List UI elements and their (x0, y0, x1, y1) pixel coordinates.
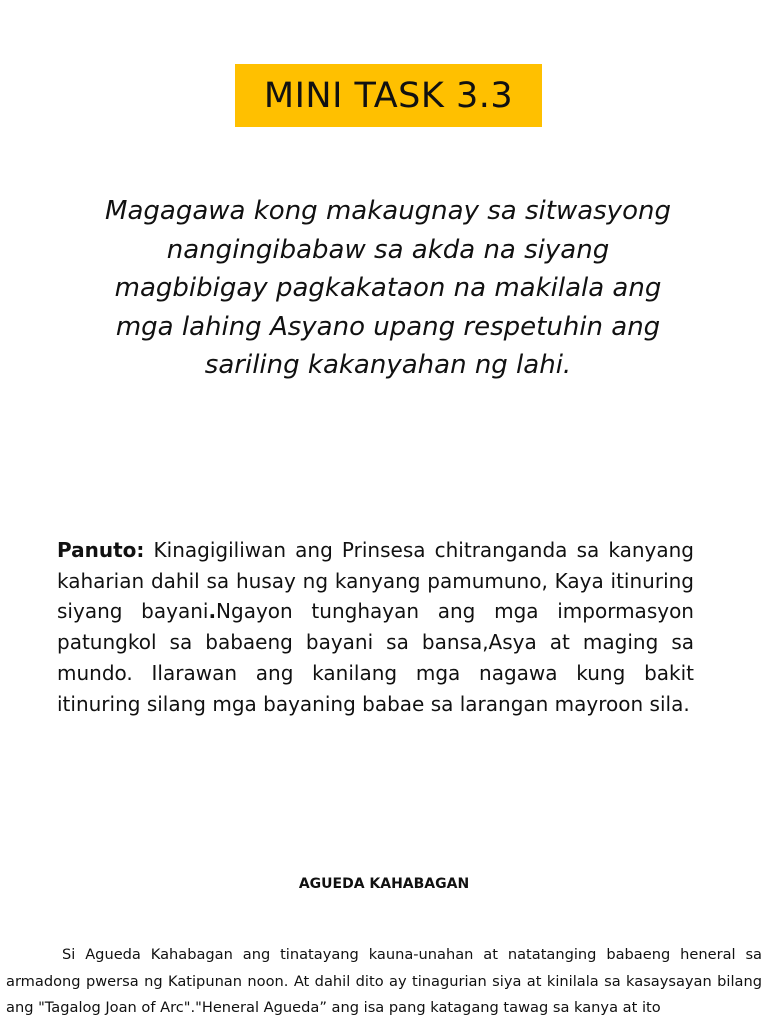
instructions-text-part1: Kinagigiliwan ang Prinsesa chitranganda sa kanyang kaharian dahil sa husay ng kanyang pamumuno, Kaya itinuring siyang bayani (57, 538, 694, 624)
learning-objective: Magagawa kong makaugnay sa sitwasyong nangingibabaw sa akda na siyang magbibigay pagkakataon na makilala ang mga lahing Asyano upang respetuhin ang sariling kakanyahan ng lahi. (105, 196, 671, 380)
instructions-paragraph (57, 535, 694, 719)
page-title: MINI TASK 3.3 (263, 75, 514, 116)
section-heading: AGUEDA KAHABAGAN (298, 876, 470, 892)
title-banner (235, 64, 542, 127)
bio-paragraph: Si Agueda Kahabagan ang tinatayang kauna-unahan at natatanging babaeng heneral sa armadong pwersa ng Katipunan noon. At dahil dito ay tinagurian siya at kinilala sa kasaysayan bilang ang "Tagalog Joan of Arc"."Heneral Agueda” ang isa pang katagang tawag sa kanya at ito (6, 946, 762, 1016)
instructions-label: Panuto: (57, 538, 145, 562)
instructions-text-part2: Ngayon tunghayan ang mga impormasyon patungkol sa babaeng bayani sa bansa,Asya at maging sa mundo. Ilarawan ang kanilang mga nagawa kung bakit itinuring silang mga bayaning babae sa larangan mayroon sila. (57, 599, 694, 716)
instructions-bold-period: . (208, 599, 217, 624)
